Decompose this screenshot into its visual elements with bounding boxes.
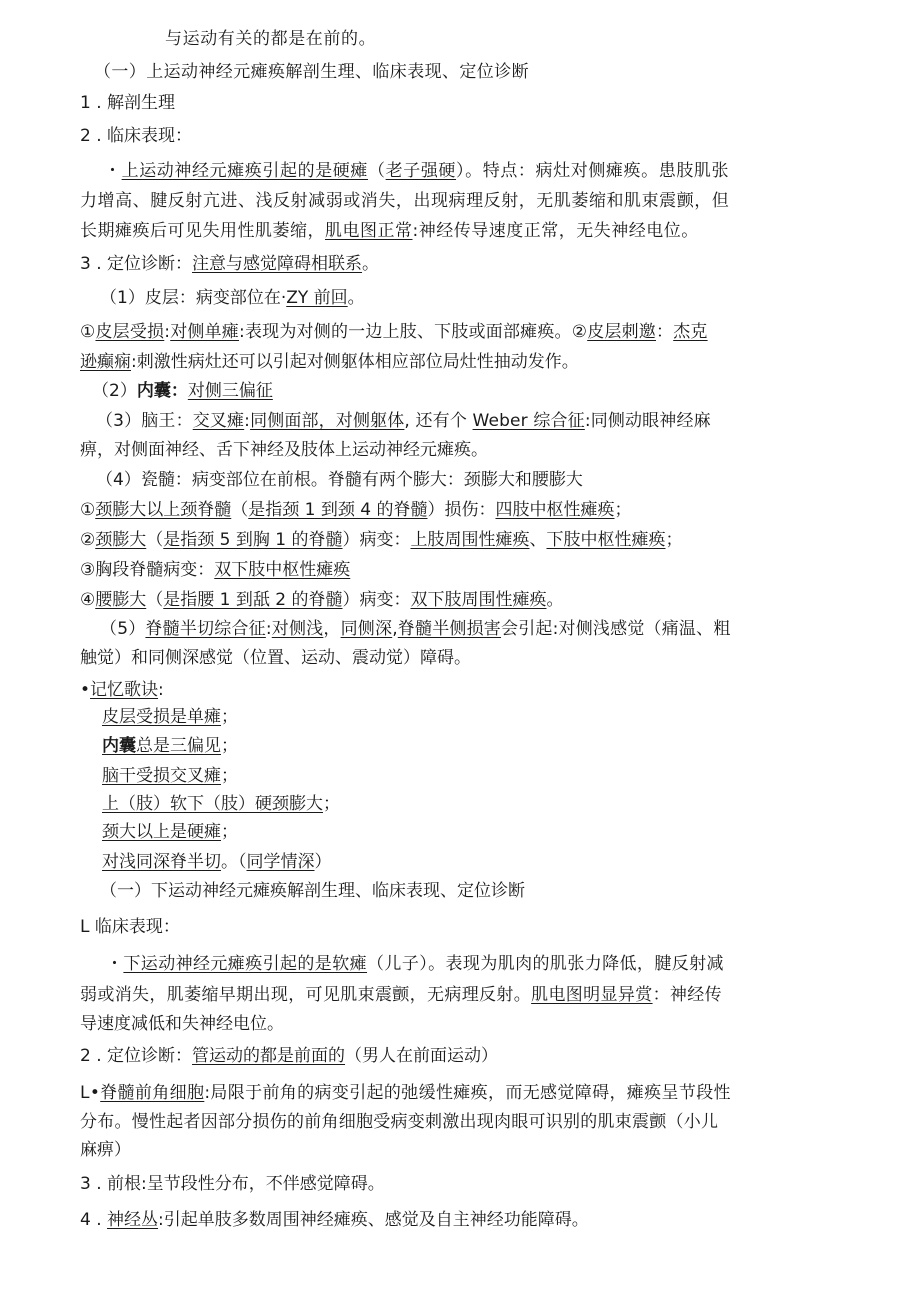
text-segment: 会引起:对侧浅感觉（痛温、粗 xyxy=(501,619,731,639)
text-line xyxy=(80,1108,840,1137)
underlined-text: 同侧深 xyxy=(340,619,393,639)
text-segment: ） xyxy=(314,852,332,872)
text-line xyxy=(80,913,840,942)
text-segment: ： xyxy=(656,322,674,342)
text-line xyxy=(80,526,840,555)
underlined-text: 四肢中枢性瘫痪 xyxy=(495,500,615,520)
text-segment: 弱或消失，肌萎缩早期出现，可见肌束震颤，无病理反射。 xyxy=(80,985,532,1005)
text-line xyxy=(102,818,862,847)
text-segment: 。 xyxy=(546,590,564,610)
text-segment: 2 . 定位诊断： xyxy=(80,1046,193,1066)
underlined-text: 肌电图明显异赏 xyxy=(531,985,653,1005)
underlined-text: ZY 前回 xyxy=(286,288,348,308)
text-segment: （儿子）。表现为肌肉的肌张力降低，腱反射减 xyxy=(367,954,724,974)
text-line xyxy=(80,250,840,279)
text-segment: ； xyxy=(221,736,238,756)
text-segment: 4 . xyxy=(80,1210,108,1230)
text-segment: ・ xyxy=(104,161,122,181)
text-line xyxy=(92,377,852,406)
underlined-text: 颈膨大 xyxy=(95,530,147,550)
underlined-text: 老子强硬 xyxy=(385,161,457,181)
text-segment: , xyxy=(392,619,398,639)
text-segment: （1）皮层：病变部位在· xyxy=(100,288,287,308)
text-line xyxy=(100,877,860,906)
text-segment: ）。特点：病灶对侧瘫痪。患肢肌张 xyxy=(456,161,730,181)
text-line xyxy=(102,732,862,761)
underlined-text: 是指腰 1 到舐 2 的脊髓 xyxy=(163,590,343,610)
text-line xyxy=(165,25,920,54)
text-segment: 。 xyxy=(362,254,380,274)
text-line xyxy=(80,586,840,615)
text-line xyxy=(96,466,856,495)
text-line xyxy=(80,496,840,525)
text-segment: ④ xyxy=(80,590,96,610)
underlined-text: 上（肢）软下（肢）硬颈膨大 xyxy=(102,794,323,814)
text-segment: , 还有个 xyxy=(404,411,473,431)
underlined-text: 皮层受损 xyxy=(95,322,165,342)
text-segment: （5） xyxy=(100,619,146,639)
text-segment: ）损伤： xyxy=(427,500,496,520)
text-segment: ； xyxy=(665,530,683,550)
underlined-text: 杰克 xyxy=(673,322,708,342)
underlined-text: 注意与感觉障碍相联系 xyxy=(192,254,363,274)
text-segment: （4）瓷髓：病变部位在前根。脊髓有两个膨大：颈膨大和腰膨大 xyxy=(96,470,583,490)
text-segment: 痹，对侧面神经、舌下神经及肢体上运动神经元瘫痪。 xyxy=(80,440,488,460)
text-line xyxy=(102,848,862,877)
text-segment: （男人在前面运动） xyxy=(345,1046,499,1066)
underlined-text: 上肢周围性瘫痪 xyxy=(410,530,530,550)
underlined-text: 腰膨大 xyxy=(95,590,147,610)
text-line xyxy=(80,436,840,465)
text-segment: ③胸段脊髓病变： xyxy=(80,560,215,580)
text-segment: ）病变： xyxy=(342,530,411,550)
text-segment: （ xyxy=(146,590,164,610)
text-segment: （ xyxy=(146,530,164,550)
text-line xyxy=(80,89,840,118)
text-line xyxy=(80,1079,840,1108)
underlined-text: 下肢中枢性瘫痪 xyxy=(546,530,666,550)
text-segment: 分布。慢性起者因部分损伤的前角细胞受病变刺激出现肉眼可识别的肌束震颤（小儿 xyxy=(80,1112,719,1132)
underlined-text: 皮层受损是单瘫 xyxy=(102,707,221,727)
underlined-text: 颈大以上是硬瘫 xyxy=(102,822,221,842)
underlined-text: Weber 综合征 xyxy=(472,411,585,431)
underlined-text: 颈膨大以上颈脊髓 xyxy=(95,500,232,520)
text-line xyxy=(80,676,840,705)
text-line xyxy=(80,644,840,673)
underlined-text: 交叉瘫 xyxy=(192,411,245,431)
text-line xyxy=(80,1010,840,1039)
underlined-text: 下运动神经元瘫痪引起的是软瘫 xyxy=(123,954,368,974)
underlined-text: 脑干受损交叉瘫 xyxy=(102,766,221,786)
underlined-text: 对侧浅 xyxy=(271,619,324,639)
text-segment: （ xyxy=(231,500,249,520)
text-line xyxy=(80,187,840,216)
text-line xyxy=(106,950,866,979)
text-line xyxy=(80,1170,840,1199)
text-segment: ， xyxy=(323,619,341,639)
text-segment: • xyxy=(80,680,91,700)
text-segment: 3 . 前根:呈节段性分布，不伴感觉障碍。 xyxy=(80,1174,385,1194)
text-line xyxy=(80,318,840,347)
text-line xyxy=(80,217,840,246)
text-segment: :同侧动眼神经麻 xyxy=(584,411,711,431)
underlined-text: 脊髓前角细胞 xyxy=(100,1083,205,1103)
text-segment: ① xyxy=(80,500,96,520)
underlined-text: 双下肢中枢性瘫痪 xyxy=(214,560,351,580)
text-segment: 2 . 临床表现： xyxy=(80,126,193,146)
text-segment: 麻痹） xyxy=(80,1140,131,1160)
text-segment: L 临床表现： xyxy=(80,917,180,937)
text-line xyxy=(100,284,860,313)
text-segment: :局限于前角的病变引起的弛缓性瘫痪，而无感觉障碍，瘫痪呈节段性 xyxy=(204,1083,731,1103)
underlined-text: 双下肢周围性瘫痪 xyxy=(410,590,547,610)
text-line xyxy=(80,348,840,377)
text-line xyxy=(102,762,862,791)
underlined-text: 逊癫痫 xyxy=(80,352,131,372)
underlined-text: 神经丛 xyxy=(107,1210,159,1230)
text-line xyxy=(80,1136,840,1165)
underlined-text: 同学情深 xyxy=(246,852,315,872)
text-segment: 与运动有关的都是在前的。 xyxy=(165,29,377,49)
text-line xyxy=(100,615,860,644)
text-segment: ； xyxy=(614,500,632,520)
text-segment: :表现为对侧的一边上肢、下肢或面部瘫痪。② xyxy=(239,322,588,342)
text-segment: 导速度减低和失神经电位。 xyxy=(80,1014,284,1034)
underlined-text: 皮层刺邀 xyxy=(587,322,656,342)
text-segment: （2） xyxy=(92,381,137,401)
text-segment: :引起单肢多数周围神经瘫痪、感觉及自主神经功能障碍。 xyxy=(158,1210,589,1230)
underlined-text: 肌电图正常 xyxy=(325,221,413,241)
text-line xyxy=(102,790,862,819)
text-segment: : xyxy=(158,680,164,700)
text-segment: : xyxy=(265,619,272,639)
underlined-text: 对侧单瘫 xyxy=(170,322,240,342)
text-segment: ； xyxy=(221,822,238,842)
underlined-text: 脊髓半切综合征 xyxy=(145,619,266,639)
underlined-text: 对浅同深脊半切 xyxy=(102,852,221,872)
text-segment: L• xyxy=(80,1083,101,1103)
text-segment: ； xyxy=(323,794,340,814)
text-segment: 力增高、腱反射亢进、浅反射减弱或消失，出现病理反射，无肌萎缩和肌束震颤，但 xyxy=(80,191,730,211)
text-line xyxy=(96,407,856,436)
text-segment: : xyxy=(244,411,251,431)
underlined-text: 是指颈 5 到胸 1 的脊髓 xyxy=(163,530,343,550)
text-segment: 长期瘫痪后可见失用性肌萎缩， xyxy=(80,221,325,241)
underlined-text: 总是三偏见 xyxy=(136,736,221,756)
text-segment: 3 . 定位诊断： xyxy=(80,254,193,274)
text-line xyxy=(80,981,840,1010)
text-segment: 1 . 解剖生理 xyxy=(80,93,176,113)
text-segment: 。（ xyxy=(221,852,247,872)
text-segment: 、 xyxy=(529,530,547,550)
text-segment: ； xyxy=(221,766,238,786)
text-segment: :刺激性病灶还可以引起对侧躯体相应部位局灶性抽动发作。 xyxy=(131,352,579,372)
text-line xyxy=(104,157,864,186)
text-segment: 触觉）和同侧深感觉（位置、运动、震动觉）障碍。 xyxy=(80,648,471,668)
text-segment: （一）上运动神经元瘫痪解剖生理、临床表现、定位诊断 xyxy=(94,62,529,82)
text-line xyxy=(80,1206,840,1235)
text-segment: （一）下运动神经元瘫痪解剖生理、临床表现、定位诊断 xyxy=(100,881,525,901)
underlined-text: 上运动神经元瘫痪引起的是硬瘫 xyxy=(121,161,369,181)
underlined-text: 内囊 xyxy=(102,736,136,756)
text-line xyxy=(80,556,840,585)
text-segment: 。 xyxy=(347,288,365,308)
text-segment: ）病变： xyxy=(342,590,411,610)
text-line xyxy=(80,1042,840,1071)
text-segment: :神经传导速度正常，无失神经电位。 xyxy=(412,221,699,241)
text-segment: （3）脑王： xyxy=(96,411,193,431)
underlined-text: 记忆歌诀 xyxy=(90,680,159,700)
text-line xyxy=(102,703,862,732)
text-segment: ：神经传 xyxy=(652,985,722,1005)
text-segment: ② xyxy=(80,530,96,550)
text-segment: ・ xyxy=(106,954,124,974)
text-line xyxy=(94,58,854,87)
text-line xyxy=(80,122,840,151)
text-segment: : xyxy=(164,322,171,342)
underlined-text: 是指颈 1 到颈 4 的脊髓 xyxy=(248,500,428,520)
underlined-text: 同侧面部，对侧躯体 xyxy=(250,411,405,431)
text-segment: （ xyxy=(368,161,386,181)
underlined-text: 对侧三偏征 xyxy=(187,381,273,401)
underlined-text: 脊髓半侧损害 xyxy=(397,619,501,639)
underlined-text: 管运动的都是前面的 xyxy=(192,1046,346,1066)
text-segment: ； xyxy=(221,707,238,727)
text-segment: ① xyxy=(80,322,96,342)
text-segment: 内囊： xyxy=(136,381,188,401)
